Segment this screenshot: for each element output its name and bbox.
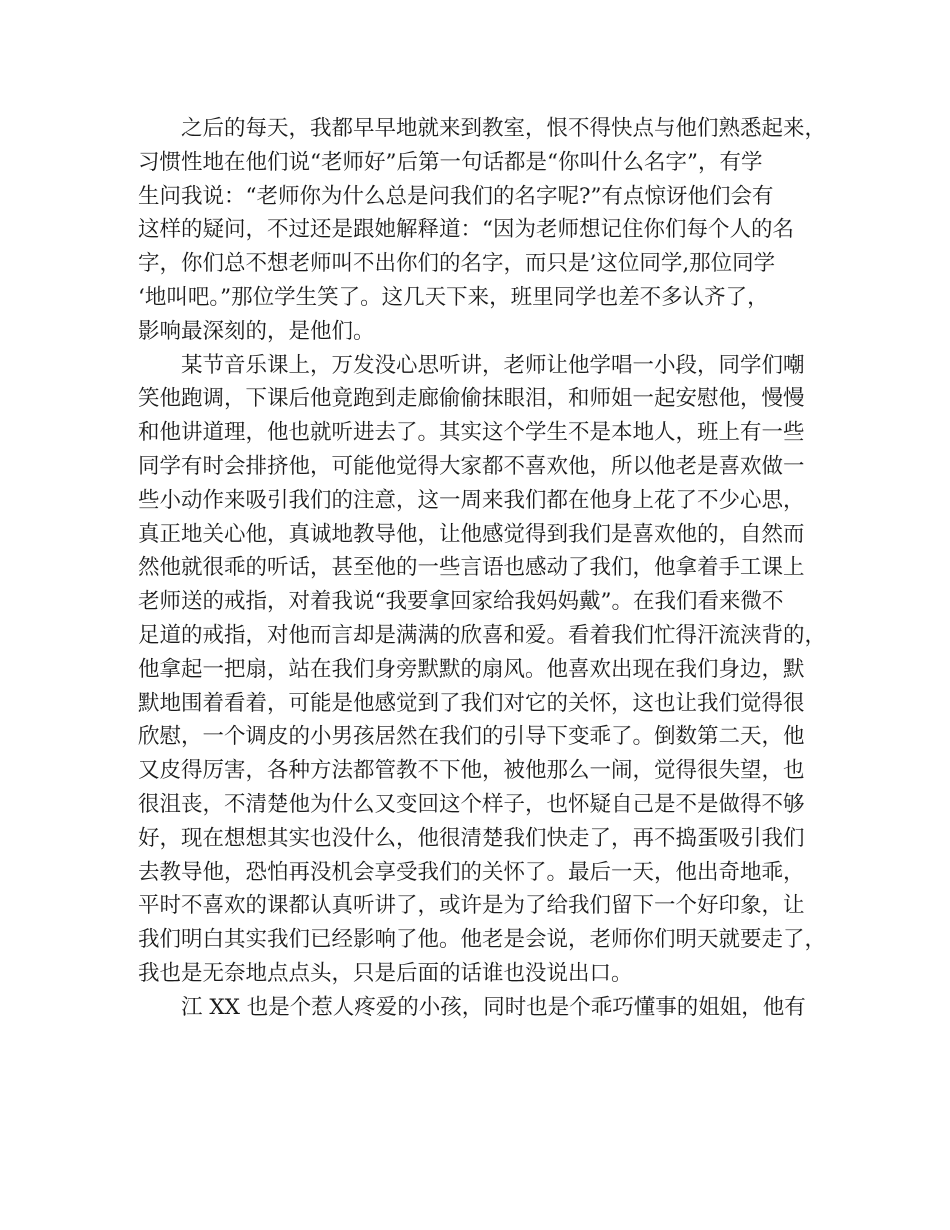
text-line: 去教导他，恐怕再没机会享受我们的关怀了。最后一天，他出奇地乖， xyxy=(138,859,805,885)
text-line: 和他讲道理，他也就听进去了。其实这个学生不是本地人，班上有一些 xyxy=(138,420,805,446)
text-line: 之后的每天，我都早早地就来到教室，恨不得快点与他们熟悉起来， xyxy=(181,116,827,141)
text-line: 真正地关心他，真诚地教导他，让他感觉得到我们是喜欢他的，自然而 xyxy=(138,521,805,547)
text-line: 些小动作来吸引我们的注意，这一周来我们都在他身上花了不少心思， xyxy=(138,487,805,513)
text-line: 习惯性地在他们说“老师好”后第一句话都是“你叫什么名字”，有学 xyxy=(138,149,763,175)
text-line: 很沮丧，不清楚他为什么又变回这个样子，也怀疑自己是不是做得不够 xyxy=(138,791,805,817)
text-line: 生问我说：“老师你为什么总是问我们的名字呢?”有点惊讶他们会有 xyxy=(138,183,774,209)
text-line: 我们明白其实我们已经影响了他。他老是会说，老师你们明天就要走了， xyxy=(138,927,827,953)
text-line: 然他就很乖的听话，甚至他的一些言语也感动了我们，他拿着手工课上 xyxy=(138,555,805,581)
text-line: 这样的疑问，不过还是跟她解释道：“因为老师想记住你们每个人的名 xyxy=(138,217,794,243)
text-line: 又皮得厉害，各种方法都管教不下他，被他那么一闹，觉得很失望，也 xyxy=(138,758,805,784)
text-line: 好，现在想想其实也没什么，他很清楚我们快走了，再不捣蛋吸引我们 xyxy=(138,825,805,851)
text-line: 江 XX 也是个惹人疼爱的小孩，同时也是个乖巧懂事的姐姐，他有 xyxy=(181,994,806,1020)
text-line: 影响最深刻的，是他们。 xyxy=(138,318,375,344)
text-line: 字，你们总不想老师叫不出你们的名字，而只是’这位同学,那位同学 xyxy=(138,251,776,277)
text-line: ‘地叫吧。”那位学生笑了。这几天下来，班里同学也差不多认齐了， xyxy=(138,284,769,310)
text-line: 他拿起一把扇，站在我们身旁默默的扇风。他喜欢出现在我们身边，默 xyxy=(138,656,805,682)
body-text xyxy=(138,112,838,1025)
text-line: 某节音乐课上，万发没心思听讲，老师让他学唱一小段，同学们嘲 xyxy=(181,352,805,378)
text-line: 我也是无奈地点点头，只是后面的话谁也没说出口。 xyxy=(138,960,633,986)
text-line: 同学有时会排挤他，可能他觉得大家都不喜欢他，所以他老是喜欢做一 xyxy=(138,453,805,479)
text-line: 笑他跑调，下课后他竟跑到走廊偷偷抹眼泪，和师姐一起安慰他，慢慢 xyxy=(138,386,805,412)
text-line: 平时不喜欢的课都认真听讲了，或许是为了给我们留下一个好印象，让 xyxy=(138,893,805,919)
text-line: 默地围着看着，可能是他感觉到了我们对它的关怀，这也让我们觉得很 xyxy=(138,690,805,716)
text-line: 老师送的戒指，对着我说“我要拿回家给我妈妈戴”。在我们看来微不 xyxy=(138,589,784,615)
text-line: 足道的戒指，对他而言却是满满的欣喜和爱。看着我们忙得汗流浃背的， xyxy=(138,622,827,648)
text-line: 欣慰，一个调皮的小男孩居然在我们的引导下变乖了。倒数第二天，他 xyxy=(138,724,805,750)
